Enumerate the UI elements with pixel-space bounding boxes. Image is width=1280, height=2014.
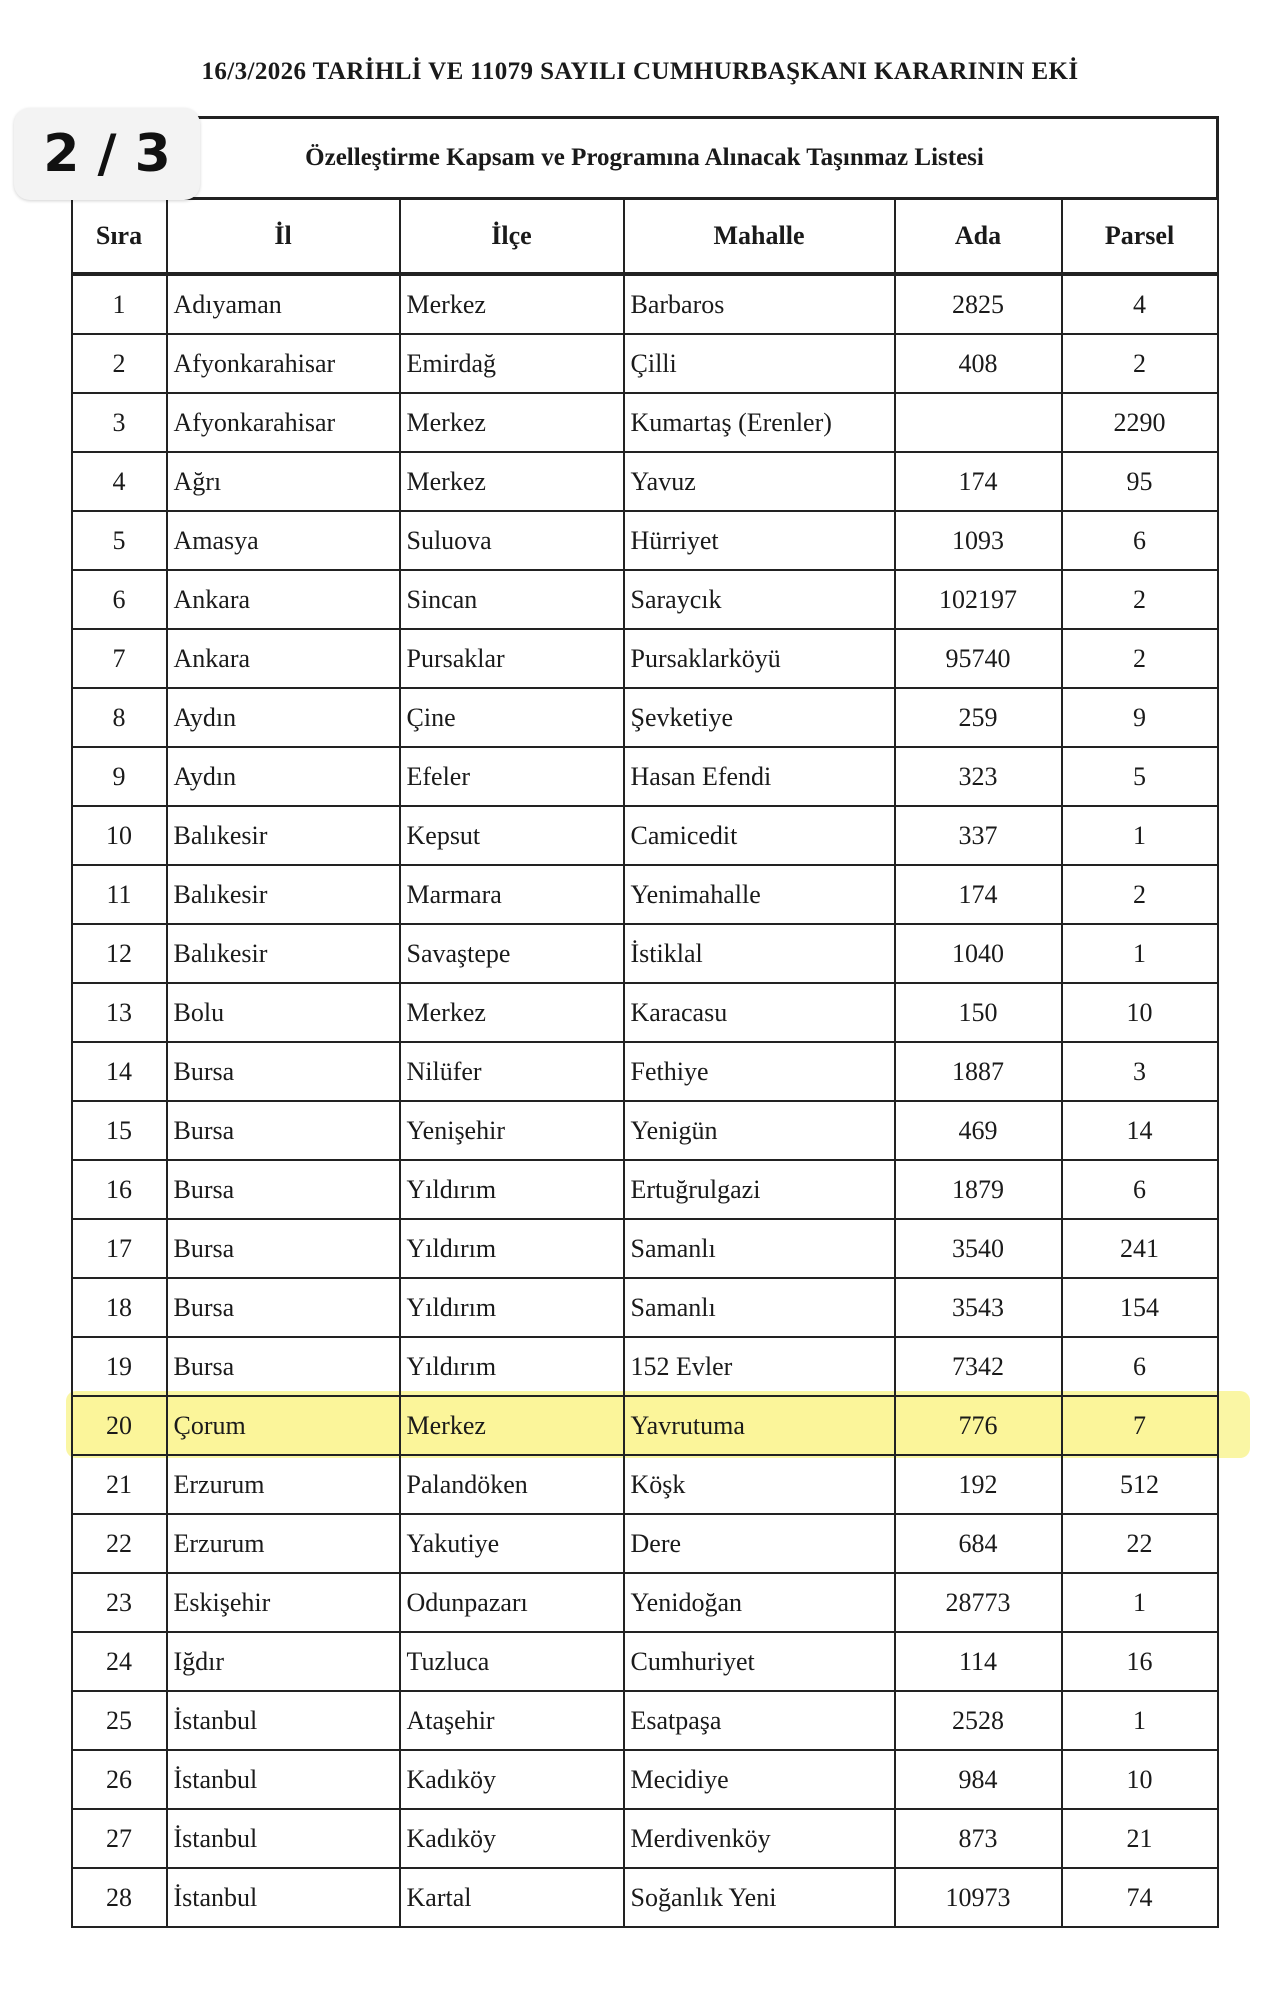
cell-il: İstanbul [167, 1809, 400, 1868]
cell-ilce: Yıldırım [400, 1160, 624, 1219]
table-row [72, 865, 1218, 924]
cell-ada: 984 [895, 1750, 1062, 1809]
cell-il: Bursa [167, 1219, 400, 1278]
cell-il: Aydın [167, 688, 400, 747]
cell-sira: 3 [72, 393, 167, 452]
cell-il: Eskişehir [167, 1573, 400, 1632]
cell-mahalle: Barbaros [624, 274, 895, 334]
cell-il: Amasya [167, 511, 400, 570]
cell-parsel: 10 [1062, 983, 1218, 1042]
cell-ada: 10973 [895, 1868, 1062, 1927]
cell-ilce: Merkez [400, 1396, 624, 1455]
cell-mahalle: Yavuz [624, 452, 895, 511]
cell-parsel: 1 [1062, 806, 1218, 865]
cell-ada: 408 [895, 334, 1062, 393]
cell-mahalle: İstiklal [624, 924, 895, 983]
cell-parsel: 6 [1062, 1160, 1218, 1219]
cell-sira: 27 [72, 1809, 167, 1868]
cell-ilce: Yıldırım [400, 1337, 624, 1396]
cell-sira: 18 [72, 1278, 167, 1337]
table-row [72, 393, 1218, 452]
cell-mahalle: Ertuğrulgazi [624, 1160, 895, 1219]
cell-ilce: Yenişehir [400, 1101, 624, 1160]
cell-parsel: 2 [1062, 865, 1218, 924]
cell-ada: 7342 [895, 1337, 1062, 1396]
cell-sira: 14 [72, 1042, 167, 1101]
table-row [72, 1691, 1218, 1750]
cell-parsel: 74 [1062, 1868, 1218, 1927]
cell-ada: 684 [895, 1514, 1062, 1573]
table-row [72, 924, 1218, 983]
table-row [72, 334, 1218, 393]
cell-ilce: Çine [400, 688, 624, 747]
table-row [72, 511, 1218, 570]
cell-parsel: 1 [1062, 1573, 1218, 1632]
header-row [72, 199, 1218, 275]
cell-mahalle: Yenimahalle [624, 865, 895, 924]
cell-sira: 16 [72, 1160, 167, 1219]
cell-ada: 102197 [895, 570, 1062, 629]
cell-sira: 24 [72, 1632, 167, 1691]
cell-il: Ağrı [167, 452, 400, 511]
cell-mahalle: Esatpaşa [624, 1691, 895, 1750]
cell-ilce: Kadıköy [400, 1809, 624, 1868]
cell-il: Balıkesir [167, 924, 400, 983]
header-sira: Sıra [72, 199, 167, 275]
cell-ada: 2528 [895, 1691, 1062, 1750]
cell-il: Balıkesir [167, 865, 400, 924]
cell-il: İstanbul [167, 1750, 400, 1809]
cell-il: Aydın [167, 747, 400, 806]
table-row [72, 1101, 1218, 1160]
cell-sira: 6 [72, 570, 167, 629]
cell-ada: 873 [895, 1809, 1062, 1868]
cell-ilce: Sincan [400, 570, 624, 629]
cell-sira: 28 [72, 1868, 167, 1927]
cell-ada: 174 [895, 865, 1062, 924]
cell-mahalle: Saraycık [624, 570, 895, 629]
table-row [72, 983, 1218, 1042]
cell-il: İstanbul [167, 1868, 400, 1927]
cell-parsel: 5 [1062, 747, 1218, 806]
header-ilce: İlçe [400, 199, 624, 275]
cell-parsel: 21 [1062, 1809, 1218, 1868]
table-row [72, 1160, 1218, 1219]
cell-sira: 12 [72, 924, 167, 983]
cell-il: Bursa [167, 1278, 400, 1337]
cell-ada: 469 [895, 1101, 1062, 1160]
cell-ilce: Suluova [400, 511, 624, 570]
cell-ilce: Merkez [400, 983, 624, 1042]
table-row [72, 1573, 1218, 1632]
table-row [72, 1278, 1218, 1337]
caption-row [72, 118, 1218, 199]
page-counter-badge: 2 / 3 [14, 108, 200, 200]
cell-ada: 192 [895, 1455, 1062, 1514]
cell-mahalle: Dere [624, 1514, 895, 1573]
cell-il: Bursa [167, 1160, 400, 1219]
table-row [72, 1809, 1218, 1868]
table-caption: Özelleştirme Kapsam ve Programına Alınacak Taşınmaz Listesi [72, 118, 1218, 199]
cell-mahalle: Samanlı [624, 1219, 895, 1278]
cell-ada: 114 [895, 1632, 1062, 1691]
table-row [72, 1042, 1218, 1101]
cell-ilce: Ataşehir [400, 1691, 624, 1750]
cell-parsel: 6 [1062, 511, 1218, 570]
cell-sira: 20 [72, 1396, 167, 1455]
cell-ilce: Merkez [400, 452, 624, 511]
cell-sira: 19 [72, 1337, 167, 1396]
cell-parsel: 154 [1062, 1278, 1218, 1337]
cell-sira: 10 [72, 806, 167, 865]
cell-ada: 1879 [895, 1160, 1062, 1219]
cell-parsel: 10 [1062, 1750, 1218, 1809]
cell-ada: 1093 [895, 511, 1062, 570]
cell-sira: 5 [72, 511, 167, 570]
cell-ilce: Kepsut [400, 806, 624, 865]
cell-il: Adıyaman [167, 274, 400, 334]
cell-parsel: 2 [1062, 334, 1218, 393]
cell-ilce: Yıldırım [400, 1278, 624, 1337]
cell-il: Bursa [167, 1101, 400, 1160]
cell-ilce: Palandöken [400, 1455, 624, 1514]
cell-parsel: 16 [1062, 1632, 1218, 1691]
cell-mahalle: Şevketiye [624, 688, 895, 747]
cell-il: Bursa [167, 1042, 400, 1101]
cell-sira: 17 [72, 1219, 167, 1278]
header-il: İl [167, 199, 400, 275]
cell-parsel: 6 [1062, 1337, 1218, 1396]
cell-sira: 23 [72, 1573, 167, 1632]
header-mahalle: Mahalle [624, 199, 895, 275]
cell-sira: 2 [72, 334, 167, 393]
cell-mahalle: Yavrutuma [624, 1396, 895, 1455]
cell-ada: 1040 [895, 924, 1062, 983]
cell-ada: 1887 [895, 1042, 1062, 1101]
table-row [72, 274, 1218, 334]
cell-mahalle: Cumhuriyet [624, 1632, 895, 1691]
cell-il: Balıkesir [167, 806, 400, 865]
table-row [72, 1337, 1218, 1396]
cell-parsel: 4 [1062, 274, 1218, 334]
cell-mahalle: Merdivenköy [624, 1809, 895, 1868]
cell-mahalle: Mecidiye [624, 1750, 895, 1809]
cell-ilce: Efeler [400, 747, 624, 806]
cell-il: Bolu [167, 983, 400, 1042]
cell-ilce: Savaştepe [400, 924, 624, 983]
cell-sira: 13 [72, 983, 167, 1042]
table-row [72, 1219, 1218, 1278]
cell-il: Afyonkarahisar [167, 334, 400, 393]
header-parsel: Parsel [1062, 199, 1218, 275]
cell-parsel: 241 [1062, 1219, 1218, 1278]
cell-il: Erzurum [167, 1514, 400, 1573]
cell-ada: 776 [895, 1396, 1062, 1455]
cell-parsel: 95 [1062, 452, 1218, 511]
table-row [72, 452, 1218, 511]
cell-mahalle: Yenidoğan [624, 1573, 895, 1632]
table-row [72, 1750, 1218, 1809]
cell-parsel: 1 [1062, 924, 1218, 983]
cell-mahalle: Kumartaş (Erenler) [624, 393, 895, 452]
cell-parsel: 9 [1062, 688, 1218, 747]
cell-sira: 21 [72, 1455, 167, 1514]
cell-ada: 150 [895, 983, 1062, 1042]
table-body [72, 274, 1218, 1927]
cell-sira: 8 [72, 688, 167, 747]
cell-ada: 323 [895, 747, 1062, 806]
cell-mahalle: Hasan Efendi [624, 747, 895, 806]
cell-il: Çorum [167, 1396, 400, 1455]
cell-parsel: 2 [1062, 629, 1218, 688]
cell-parsel: 22 [1062, 1514, 1218, 1573]
cell-mahalle: Karacasu [624, 983, 895, 1042]
table-row [72, 747, 1218, 806]
cell-sira: 25 [72, 1691, 167, 1750]
cell-sira: 9 [72, 747, 167, 806]
cell-mahalle: Hürriyet [624, 511, 895, 570]
cell-ada: 174 [895, 452, 1062, 511]
cell-il: İstanbul [167, 1691, 400, 1750]
cell-ada: 3540 [895, 1219, 1062, 1278]
cell-ada: 259 [895, 688, 1062, 747]
document-title: 16/3/2026 TARİHLİ VE 11079 SAYILI CUMHURBAŞKANI KARARININ EKİ [201, 58, 1079, 85]
table-row [72, 629, 1218, 688]
cell-mahalle: Samanlı [624, 1278, 895, 1337]
cell-ilce: Yakutiye [400, 1514, 624, 1573]
table-row [72, 806, 1218, 865]
cell-parsel: 7 [1062, 1396, 1218, 1455]
cell-il: Iğdır [167, 1632, 400, 1691]
cell-mahalle: Çilli [624, 334, 895, 393]
table-row [72, 570, 1218, 629]
table-row [72, 1868, 1218, 1927]
cell-sira: 26 [72, 1750, 167, 1809]
cell-il: Bursa [167, 1337, 400, 1396]
cell-ada: 337 [895, 806, 1062, 865]
cell-mahalle: Pursaklarköyü [624, 629, 895, 688]
cell-il: Ankara [167, 629, 400, 688]
cell-mahalle: Yenigün [624, 1101, 895, 1160]
cell-sira: 22 [72, 1514, 167, 1573]
cell-ilce: Tuzluca [400, 1632, 624, 1691]
cell-parsel: 2290 [1062, 393, 1218, 452]
cell-mahalle: Soğanlık Yeni [624, 1868, 895, 1927]
cell-ilce: Marmara [400, 865, 624, 924]
cell-parsel: 512 [1062, 1455, 1218, 1514]
cell-parsel: 1 [1062, 1691, 1218, 1750]
cell-ilce: Kartal [400, 1868, 624, 1927]
cell-mahalle: Köşk [624, 1455, 895, 1514]
cell-parsel: 3 [1062, 1042, 1218, 1101]
cell-mahalle: Fethiye [624, 1042, 895, 1101]
cell-parsel: 2 [1062, 570, 1218, 629]
cell-mahalle: Camicedit [624, 806, 895, 865]
cell-ilce: Nilüfer [400, 1042, 624, 1101]
cell-ilce: Yıldırım [400, 1219, 624, 1278]
cell-ilce: Pursaklar [400, 629, 624, 688]
property-list-table [70, 116, 1219, 1928]
cell-ada [895, 393, 1062, 452]
table-row [72, 1455, 1218, 1514]
cell-ilce: Kadıköy [400, 1750, 624, 1809]
table-row [72, 1514, 1218, 1573]
table-row [72, 1632, 1218, 1691]
cell-sira: 1 [72, 274, 167, 334]
cell-il: Ankara [167, 570, 400, 629]
header-ada: Ada [895, 199, 1062, 275]
cell-ada: 2825 [895, 274, 1062, 334]
cell-ilce: Odunpazarı [400, 1573, 624, 1632]
cell-ilce: Emirdağ [400, 334, 624, 393]
cell-il: Afyonkarahisar [167, 393, 400, 452]
cell-il: Erzurum [167, 1455, 400, 1514]
cell-mahalle: 152 Evler [624, 1337, 895, 1396]
cell-ada: 95740 [895, 629, 1062, 688]
cell-ilce: Merkez [400, 393, 624, 452]
cell-sira: 7 [72, 629, 167, 688]
table-row [72, 1396, 1218, 1455]
cell-ilce: Merkez [400, 274, 624, 334]
cell-ada: 28773 [895, 1573, 1062, 1632]
table-row [72, 688, 1218, 747]
cell-sira: 15 [72, 1101, 167, 1160]
cell-sira: 4 [72, 452, 167, 511]
cell-parsel: 14 [1062, 1101, 1218, 1160]
cell-ada: 3543 [895, 1278, 1062, 1337]
cell-sira: 11 [72, 865, 167, 924]
